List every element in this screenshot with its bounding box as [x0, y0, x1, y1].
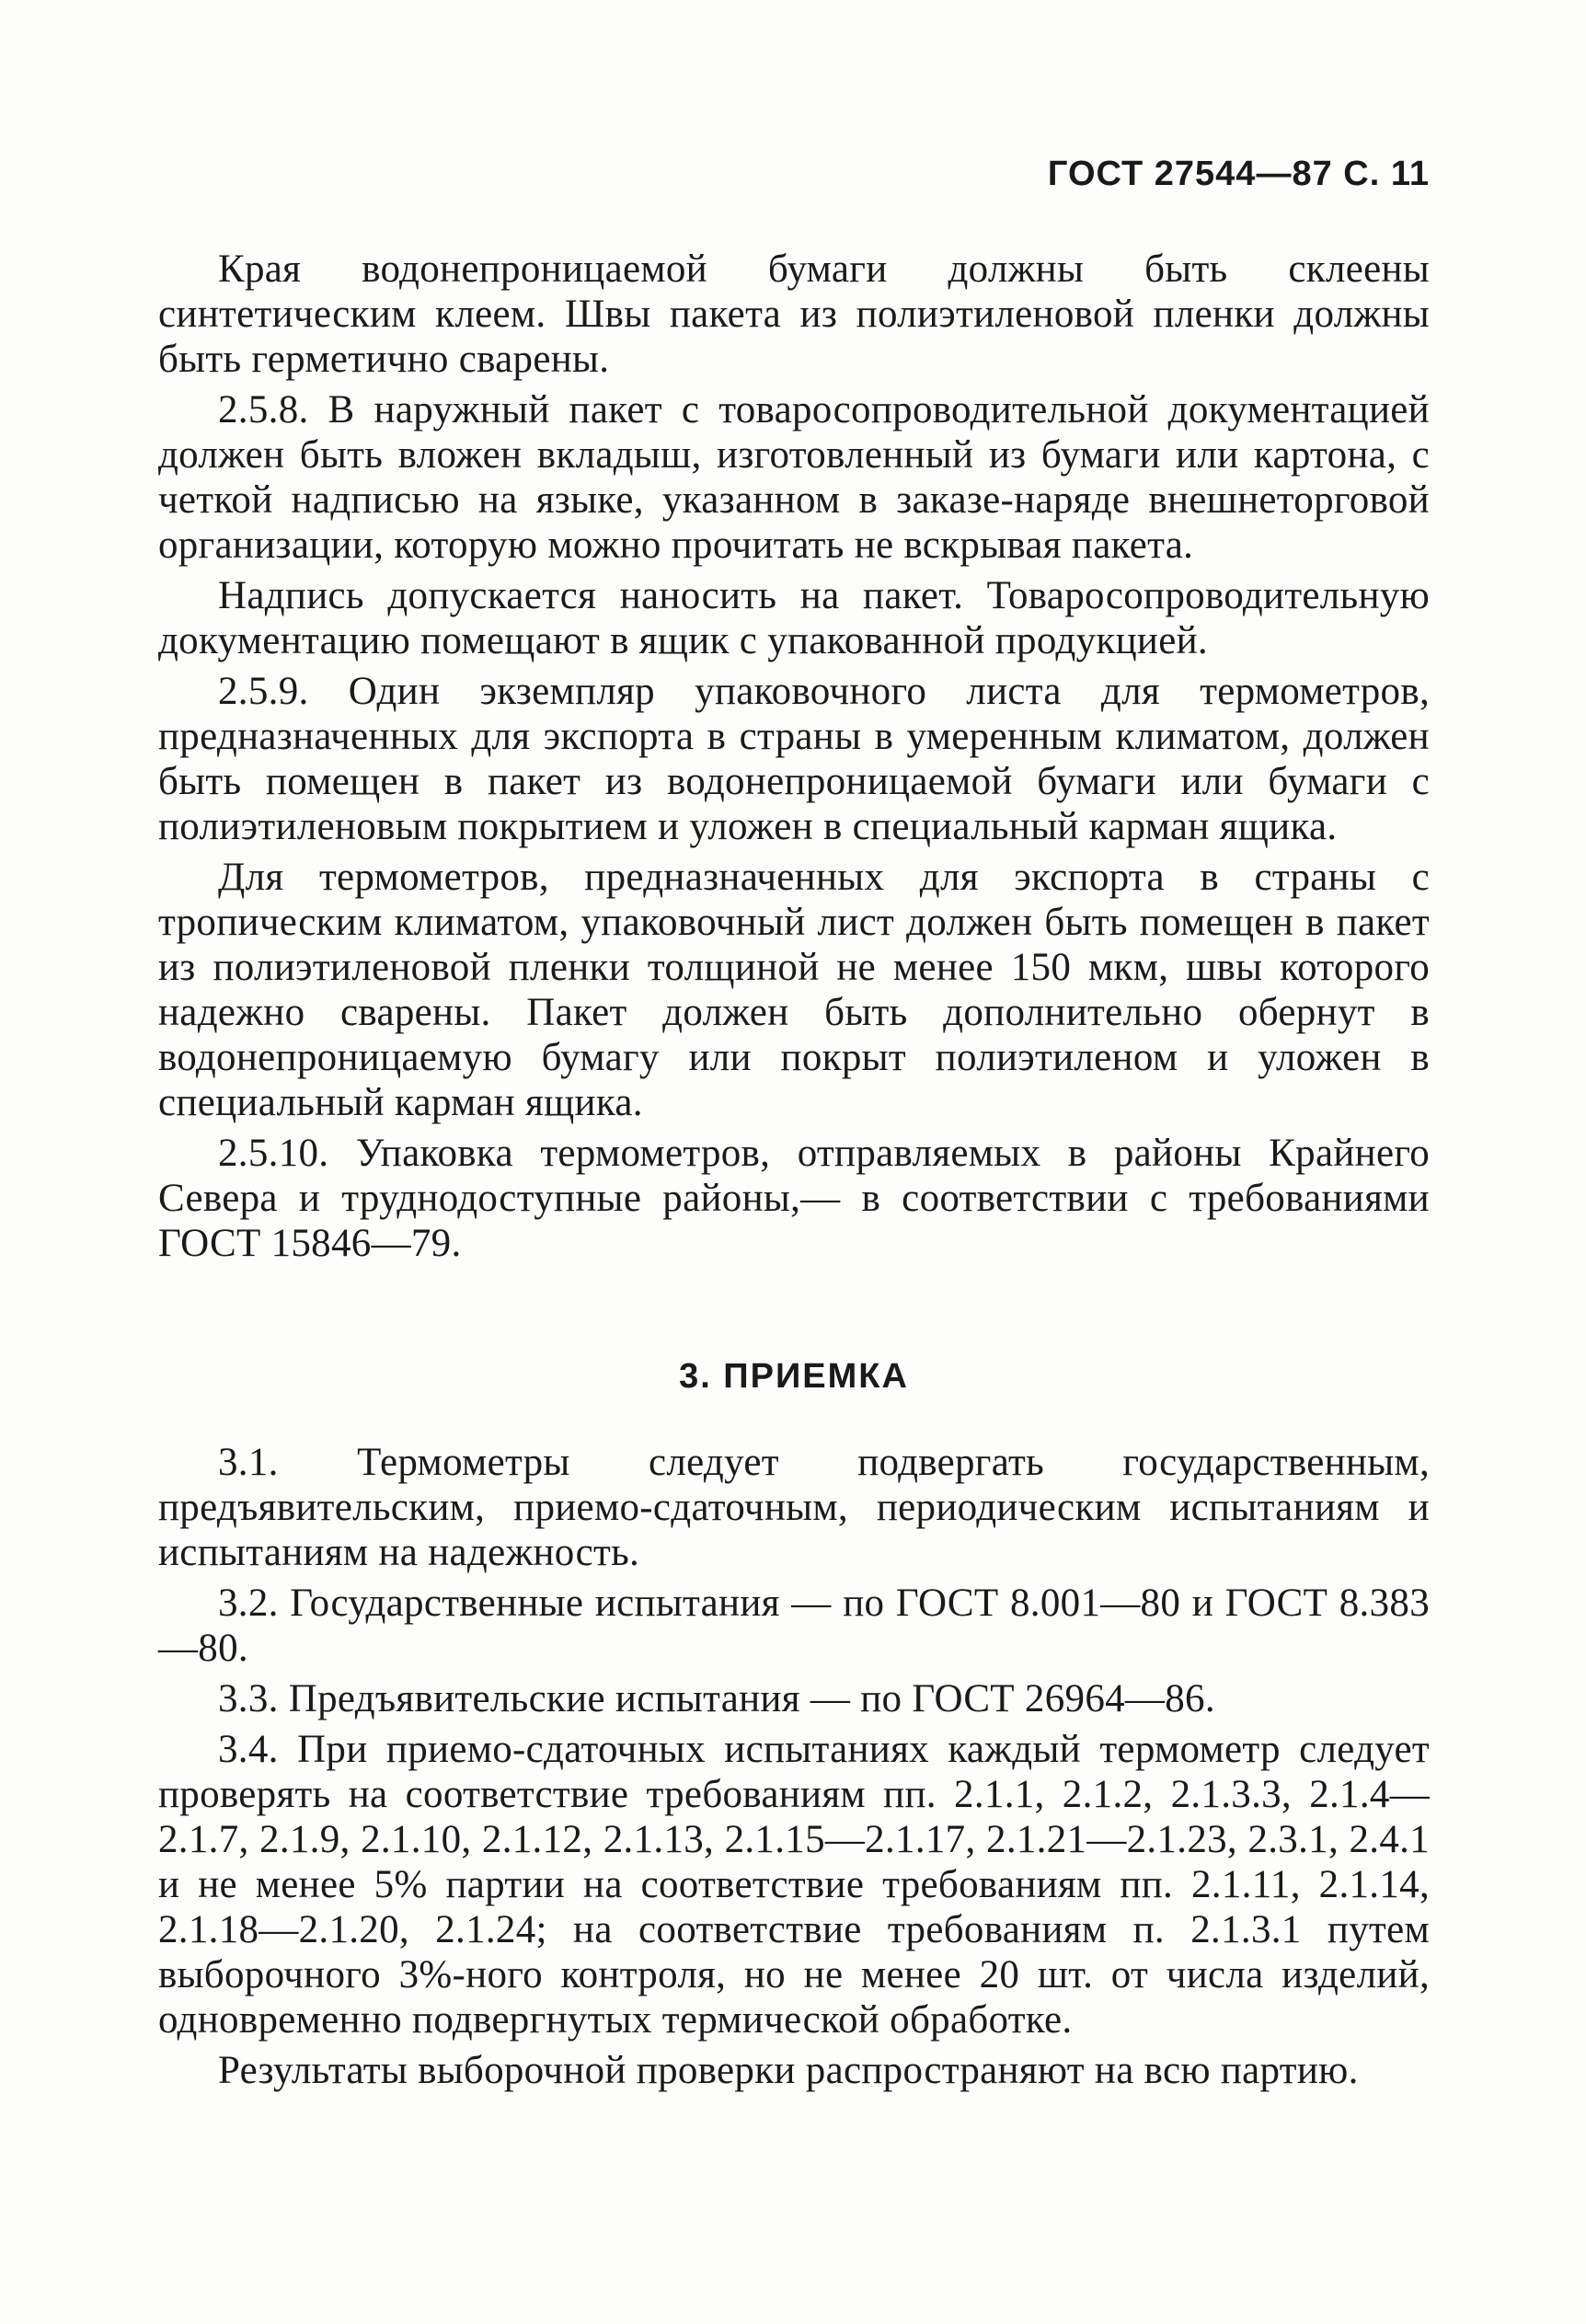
- paragraph-inscription: Надпись допускается наносить на пакет. Товаросопроводительную документацию помещают в ящик с упакованной продукцией.: [158, 574, 1430, 662]
- section-heading: 3. ПРИЕМКА: [679, 1357, 909, 1396]
- body-text: [158, 247, 1430, 2099]
- paragraph-3-2: 3.2. Государственные испытания — по ГОСТ 8.001—80 и ГОСТ 8.383—80.: [158, 1582, 1430, 1670]
- paragraph-tropical: Для термометров, предназначенных для экспорта в страны с тропическим климатом, упаковочный лист должен быть помещен в пакет из полиэтиленовой пленки толщиной не менее 150 мкм, швы которого надежно сварены. Пакет должен быть дополнительно обернут в водонепроницаемую бумагу или покрыт полиэтиленом и уложен в специальный карман ящика.: [158, 856, 1430, 1124]
- running-head: ГОСТ 27544—87 С. 11: [1047, 155, 1430, 193]
- paragraph-2-5-9: 2.5.9. Один экземпляр упаковочного листа для термометров, предназначенных для экспорта в страны в умеренным климатом, должен быть помещен в пакет из водонепроницаемой бумаги или бумаги с полиэтиленовым покрытием и уложен в специальный карман ящика.: [158, 670, 1430, 848]
- paragraph-2-5-8: 2.5.8. В наружный пакет с товаросопроводительной документацией должен быть вложен вкладыш, изготовленный из бумаги или картона, с четкой надписью на языке, указанном в заказе-наряде внешнеторговой организации, которую можно прочитать не вскрывая пакета.: [158, 388, 1430, 567]
- paragraph-3-4: 3.4. При приемо-сдаточных испытаниях каждый термометр следует проверять на соответствие требованиям пп. 2.1.1, 2.1.2, 2.1.3.3, 2.1.4—2.1.7, 2.1.9, 2.1.10, 2.1.12, 2.1.13, 2.1.15—2.1.17, 2.1.21—2.1.23, 2.3.1, 2.4.1 и не менее 5% партии на соответствие требованиям пп. 2.1.11, 2.1.14, 2.1.18—2.1.20, 2.1.24; на соответствие требованиям п. 2.1.3.1 путем выборочного 3%-ного контроля, но не менее 20 шт. от числа изделий, одновременно подвергнутых термической обработке.: [158, 1728, 1430, 2042]
- paragraph-3-3: 3.3. Предъявительские испытания — по ГОСТ 26964—86.: [218, 1677, 1215, 1720]
- paragraph-seam-edges: Края водонепроницаемой бумаги должны быть склеены синтетическим клеем. Швы пакета из полиэтиленовой пленки должны быть герметично сварены.: [158, 247, 1430, 381]
- paragraph-3-1: 3.1. Термометры следует подвергать государственным, предъявительским, приемо-сдаточным, периодическим испытаниям и испытаниям на надежность.: [158, 1441, 1430, 1574]
- paragraph-2-5-10: 2.5.10. Упаковка термометров, отправляемых в районы Крайнего Севера и труднодоступные районы,— в соответствии с требованиями ГОСТ 15846—79.: [158, 1132, 1430, 1265]
- paragraph-results: Результаты выборочной проверки распространяют на всю партию.: [218, 2049, 1359, 2092]
